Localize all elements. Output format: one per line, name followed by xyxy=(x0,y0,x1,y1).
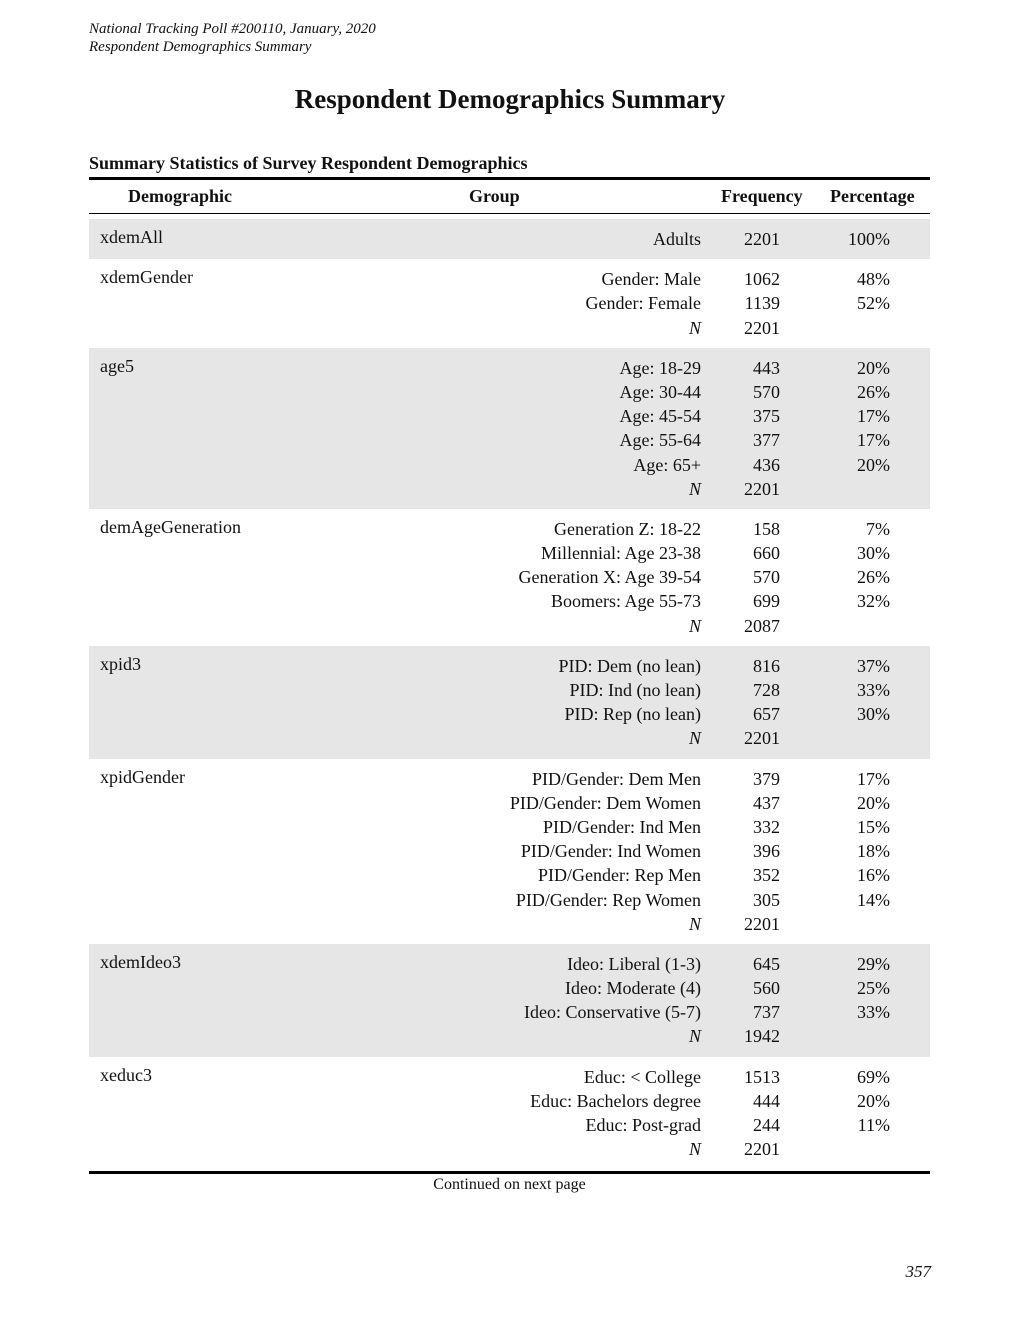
group-label: Age: 55-64 xyxy=(619,430,701,451)
demographic-variable: xeduc3 xyxy=(100,1064,152,1085)
frequency-value: 2201 xyxy=(744,728,780,749)
frequency-value: 657 xyxy=(753,704,780,725)
frequency-value: 699 xyxy=(753,591,780,612)
group-label: PID: Dem (no lean) xyxy=(558,655,701,676)
header-group: Group xyxy=(469,186,520,206)
table-bottom-rule xyxy=(89,1171,930,1174)
table-row xyxy=(89,912,930,936)
table-row xyxy=(89,565,930,589)
demographic-block xyxy=(89,259,930,348)
group-label: Educ: < College xyxy=(583,1066,701,1087)
percentage-value: 20% xyxy=(857,454,890,475)
group-label: Ideo: Liberal (1-3) xyxy=(567,953,701,974)
group-label: PID/Gender: Ind Women xyxy=(520,841,701,862)
demographic-variable: age5 xyxy=(100,355,134,376)
frequency-value: 437 xyxy=(753,792,780,813)
percentage-value: 26% xyxy=(857,381,890,402)
group-label: Boomers: Age 55-73 xyxy=(551,591,701,612)
frequency-value: 2087 xyxy=(744,615,780,636)
percentage-value: 15% xyxy=(857,816,890,837)
header-percentage: Percentage xyxy=(830,186,915,206)
table-row xyxy=(89,1000,930,1024)
frequency-value: 560 xyxy=(753,978,780,999)
group-label: PID/Gender: Dem Men xyxy=(532,768,701,789)
demographic-variable: xdemIdeo3 xyxy=(100,951,181,972)
frequency-value: 444 xyxy=(753,1090,780,1111)
frequency-value: 436 xyxy=(753,454,780,475)
table-row xyxy=(89,1024,930,1048)
running-head-line1: National Tracking Poll #200110, January, 2020 xyxy=(89,21,376,37)
group-n-label: N xyxy=(688,615,701,636)
table-row xyxy=(89,791,930,815)
group-label: Educ: Post-grad xyxy=(585,1115,701,1135)
frequency-value: 2201 xyxy=(744,478,780,499)
group-n-label: N xyxy=(688,1139,701,1160)
table-row xyxy=(89,614,930,638)
percentage-value: 25% xyxy=(857,978,890,999)
frequency-value: 570 xyxy=(753,381,780,402)
table-row xyxy=(89,815,930,839)
percentage-value: 20% xyxy=(857,1090,890,1111)
table-row xyxy=(89,227,930,251)
table-row xyxy=(89,1113,930,1137)
frequency-value: 379 xyxy=(753,768,780,789)
frequency-value: 352 xyxy=(753,865,780,886)
frequency-value: 1062 xyxy=(744,269,780,290)
percentage-value: 17% xyxy=(857,430,890,451)
demographic-block xyxy=(89,509,930,646)
percentage-value: 33% xyxy=(857,1002,890,1023)
group-n-label: N xyxy=(688,913,701,934)
group-n-label: N xyxy=(688,317,701,338)
demographic-block xyxy=(89,219,930,259)
frequency-value: 1942 xyxy=(744,1026,780,1047)
table-row xyxy=(89,356,930,380)
percentage-value: 52% xyxy=(857,293,890,314)
percentage-value: 100% xyxy=(848,229,890,249)
demographics-table xyxy=(89,177,930,1194)
demographic-variable: xdemAll xyxy=(100,227,163,247)
frequency-value: 158 xyxy=(753,518,780,539)
demographic-block xyxy=(89,348,930,509)
demographic-variable: demAgeGeneration xyxy=(100,516,241,537)
table-row xyxy=(89,477,930,501)
percentage-value: 33% xyxy=(857,680,890,700)
percentage-value: 20% xyxy=(857,357,890,378)
table-row xyxy=(89,767,930,791)
group-label: Generation X: Age 39-54 xyxy=(518,567,701,588)
group-label: Ideo: Conservative (5-7) xyxy=(524,1002,701,1023)
percentage-value: 26% xyxy=(857,567,890,588)
demographic-variable: xdemGender xyxy=(100,267,193,288)
running-head xyxy=(89,20,376,56)
percentage-value: 29% xyxy=(857,953,890,974)
table-row xyxy=(89,541,930,565)
group-label: Age: 45-54 xyxy=(619,406,701,427)
group-n-label: N xyxy=(688,728,701,749)
table-header-row xyxy=(89,180,930,213)
table-row xyxy=(89,517,930,541)
table-row xyxy=(89,1065,930,1089)
frequency-value: 332 xyxy=(753,816,780,837)
group-label: Gender: Female xyxy=(585,293,701,314)
table-row xyxy=(89,589,930,613)
group-label: Age: 18-29 xyxy=(619,357,701,378)
group-label: PID/Gender: Rep Women xyxy=(515,889,701,910)
group-label: PID/Gender: Rep Men xyxy=(538,865,701,886)
table-row xyxy=(89,1089,930,1113)
table-row xyxy=(89,678,930,702)
table-row xyxy=(89,453,930,477)
table-row xyxy=(89,839,930,863)
percentage-value: 30% xyxy=(857,543,890,564)
percentage-value: 16% xyxy=(857,865,890,886)
continued-note: Continued on next page xyxy=(433,1176,586,1194)
percentage-value: 18% xyxy=(857,841,890,862)
demographic-block xyxy=(89,944,930,1057)
table-row xyxy=(89,380,930,404)
percentage-value: 69% xyxy=(857,1066,890,1087)
page-title: Respondent Demographics Summary xyxy=(294,84,726,114)
table-row xyxy=(89,726,930,750)
frequency-value: 305 xyxy=(753,889,780,910)
percentage-value: 20% xyxy=(857,792,890,813)
group-n-label: N xyxy=(688,1026,701,1047)
header-demographic: Demographic xyxy=(128,186,232,206)
group-label: PID: Ind (no lean) xyxy=(569,680,701,700)
percentage-value: 11% xyxy=(857,1115,890,1135)
frequency-value: 443 xyxy=(753,357,780,378)
percentage-value: 14% xyxy=(857,889,890,910)
percentage-value: 30% xyxy=(857,704,890,725)
frequency-value: 377 xyxy=(753,430,780,451)
group-label: PID/Gender: Dem Women xyxy=(509,792,701,813)
percentage-value: 32% xyxy=(857,591,890,612)
frequency-value: 244 xyxy=(753,1115,780,1135)
table-row xyxy=(89,428,930,452)
frequency-value: 1513 xyxy=(744,1066,780,1087)
percentage-value: 17% xyxy=(857,406,890,427)
header-frequency: Frequency xyxy=(721,186,803,206)
frequency-value: 396 xyxy=(753,841,780,862)
group-label: PID/Gender: Ind Men xyxy=(543,816,701,837)
group-n-label: N xyxy=(688,478,701,499)
table-row xyxy=(89,1137,930,1161)
group-label: Millennial: Age 23-38 xyxy=(541,543,701,564)
frequency-value: 2201 xyxy=(744,229,780,249)
table-row xyxy=(89,863,930,887)
frequency-value: 2201 xyxy=(744,913,780,934)
demographic-variable: xpid3 xyxy=(100,653,142,674)
table-row xyxy=(89,702,930,726)
frequency-value: 2201 xyxy=(744,1139,780,1160)
table-row xyxy=(89,316,930,340)
group-label: Gender: Male xyxy=(601,269,701,290)
demographic-block xyxy=(89,646,930,759)
group-label: Adults xyxy=(652,229,701,249)
demographic-block xyxy=(89,1057,930,1170)
group-label: PID: Rep (no lean) xyxy=(564,704,701,725)
group-label: Age: 65+ xyxy=(633,454,701,475)
group-label: Educ: Bachelors degree xyxy=(530,1090,701,1111)
table-row xyxy=(89,291,930,315)
frequency-value: 1139 xyxy=(744,293,780,314)
frequency-value: 737 xyxy=(753,1002,780,1023)
frequency-value: 645 xyxy=(753,953,780,974)
group-label: Age: 30-44 xyxy=(619,381,701,402)
demographic-block xyxy=(89,759,930,944)
percentage-value: 7% xyxy=(866,518,890,539)
table-row xyxy=(89,404,930,428)
group-label: Generation Z: 18-22 xyxy=(554,518,701,539)
running-head-line2: Respondent Demographics Summary xyxy=(89,39,312,55)
percentage-value: 37% xyxy=(857,655,890,676)
table-caption: Summary Statistics of Survey Respondent Demographics xyxy=(89,153,528,173)
group-label: Ideo: Moderate (4) xyxy=(565,978,701,999)
table-row xyxy=(89,888,930,912)
table-row xyxy=(89,654,930,678)
page-number: 357 xyxy=(905,1262,931,1281)
table-row xyxy=(89,952,930,976)
frequency-value: 2201 xyxy=(744,317,780,338)
table-row xyxy=(89,267,930,291)
frequency-value: 728 xyxy=(753,680,780,700)
table-body xyxy=(89,219,930,1169)
demographic-variable: xpidGender xyxy=(100,766,185,787)
frequency-value: 660 xyxy=(753,543,780,564)
percentage-value: 48% xyxy=(857,269,890,290)
frequency-value: 816 xyxy=(753,655,780,676)
percentage-value: 17% xyxy=(857,768,890,789)
frequency-value: 375 xyxy=(753,406,780,427)
table-row xyxy=(89,976,930,1000)
frequency-value: 570 xyxy=(753,567,780,588)
